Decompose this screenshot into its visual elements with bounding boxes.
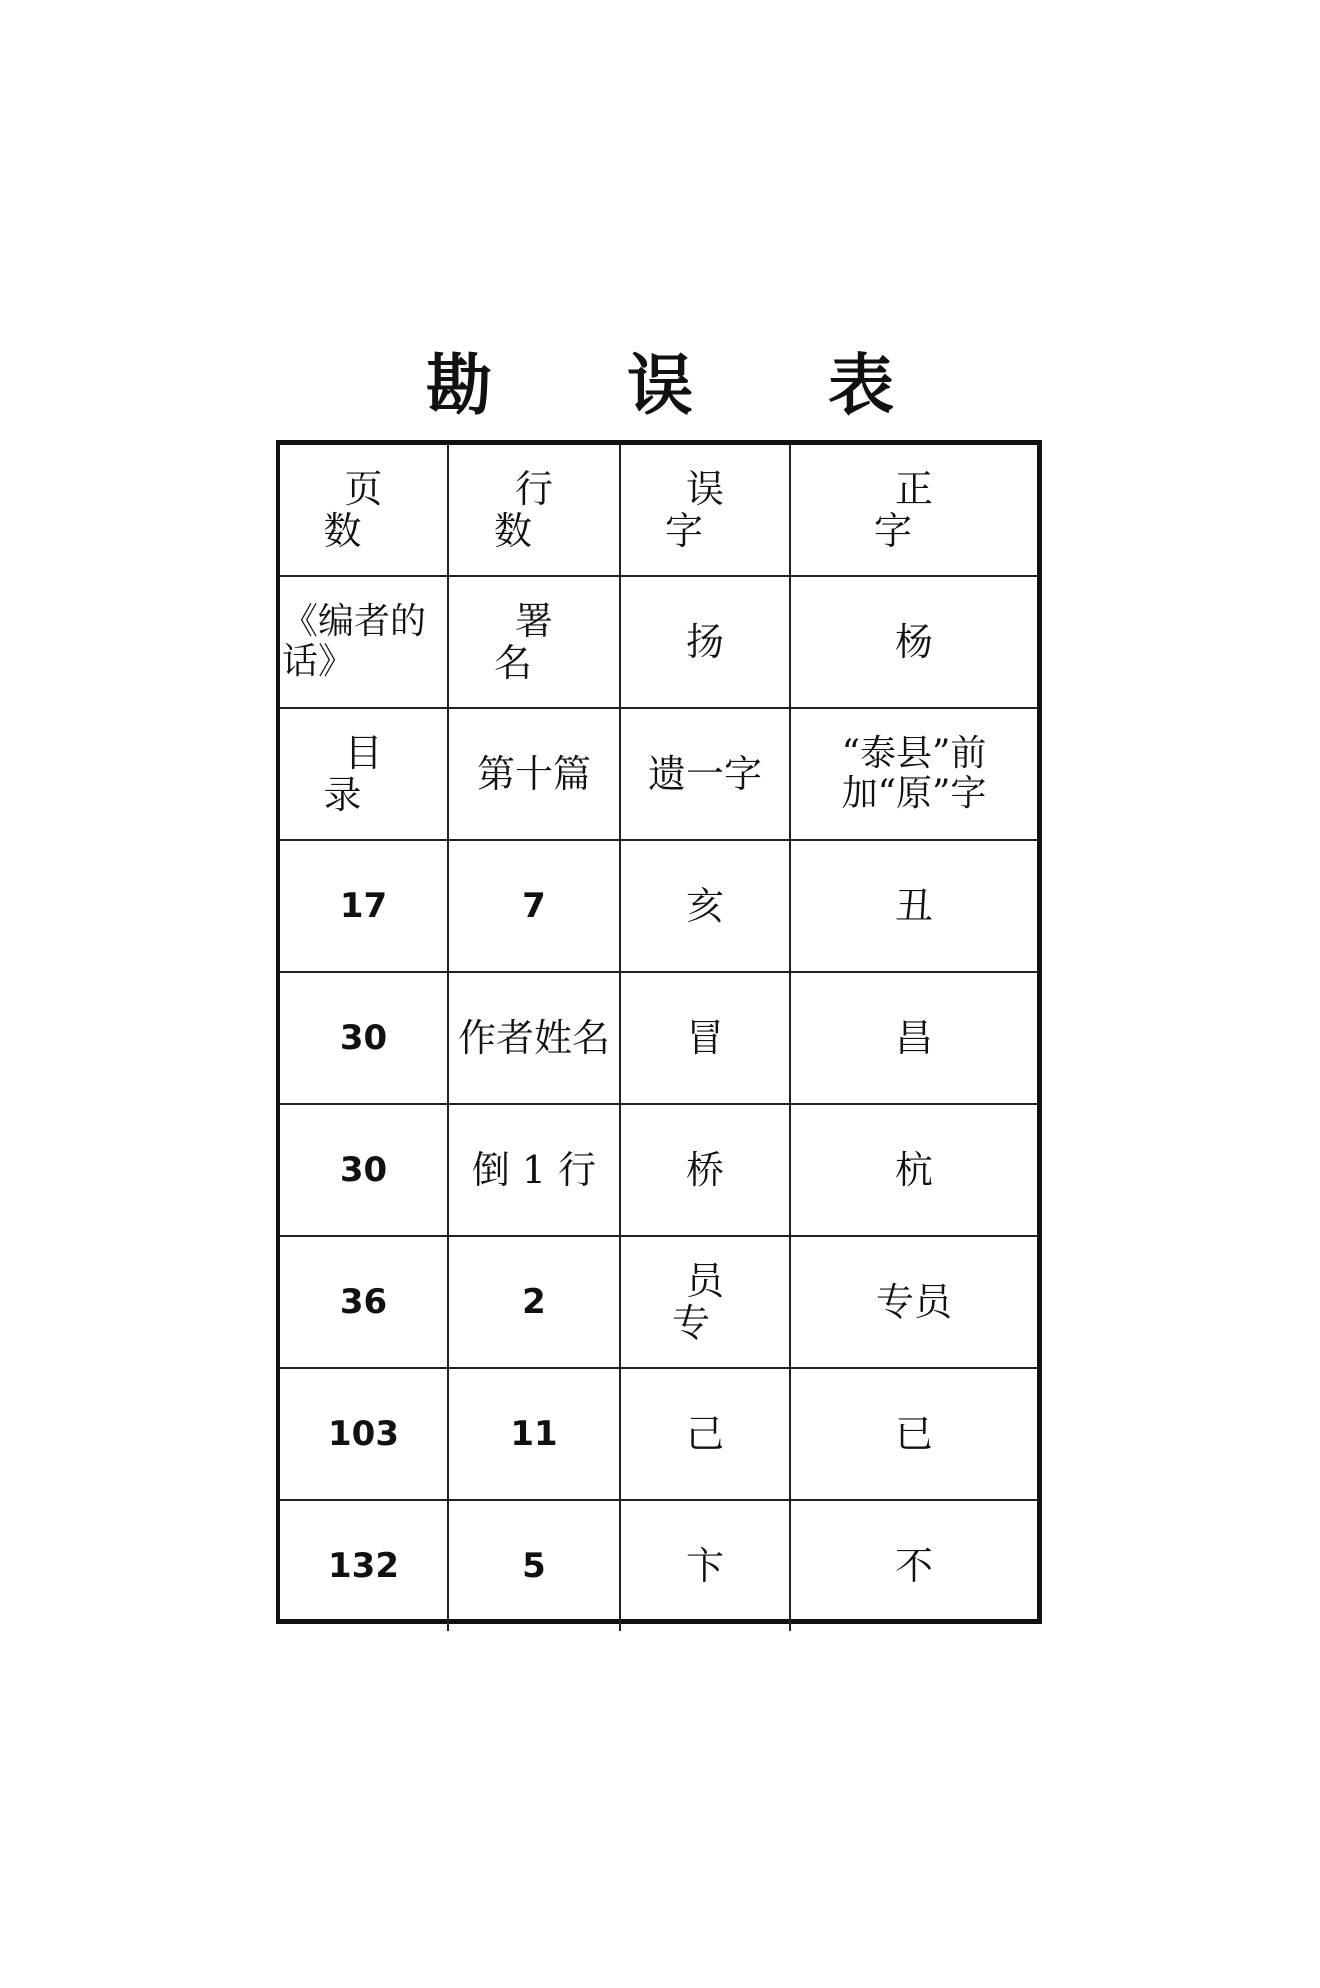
cell-page: 132 [280,1500,448,1631]
cell-correct: 昌 [790,972,1037,1104]
cell-page: 30 [280,972,448,1104]
cell-line: 2 [448,1236,620,1368]
cell-page: 目 录 [280,708,448,840]
cell-wrong: 冒 [620,972,790,1104]
cell-correct: 不 [790,1500,1037,1631]
cell-page: 《编者的话》 [280,576,448,708]
table-row [280,1368,1037,1500]
table-row [280,840,1037,972]
header-row [280,445,1037,576]
cell-line: 7 [448,840,620,972]
cell-correct: “泰县”前加“原”字 [790,708,1037,840]
cell-correct: 丑 [790,840,1037,972]
cell-page: 30 [280,1104,448,1236]
cell-wrong: 己 [620,1368,790,1500]
cell-correct: 专员 [790,1236,1037,1368]
cell-wrong: 卞 [620,1500,790,1631]
header-line: 行 数 [448,445,620,576]
cell-page: 103 [280,1368,448,1500]
cell-correct: 杨 [790,576,1037,708]
header-page: 页 数 [323,467,425,553]
header-correct: 正 字 [790,445,1037,576]
cell-wrong: 扬 [620,576,790,708]
cell-line: 第十篇 [448,708,620,840]
cell-line: 11 [448,1368,620,1500]
header-wrong: 误 字 [620,445,790,576]
cell-line: 作者姓名 [448,972,620,1104]
cell-wrong: 员 专 [620,1236,790,1368]
cell-page: 17 [280,840,448,972]
cell-page: 36 [280,1236,448,1368]
table-row [280,1236,1037,1368]
page-title: 勘 误 表 [426,346,950,424]
cell-line: 5 [448,1500,620,1631]
cell-wrong: 遗一字 [620,708,790,840]
cell-wrong: 桥 [620,1104,790,1236]
table-row [280,1104,1037,1236]
cell-correct: 已 [790,1368,1037,1500]
errata-table [276,440,1042,1624]
table-row [280,1500,1037,1631]
cell-wrong: 亥 [620,840,790,972]
table-row [280,576,1037,708]
table-row [280,972,1037,1104]
table-row [280,708,1037,840]
cell-line: 署 名 [448,576,620,708]
cell-correct: 杭 [790,1104,1037,1236]
cell-line: 倒 1 行 [448,1104,620,1236]
